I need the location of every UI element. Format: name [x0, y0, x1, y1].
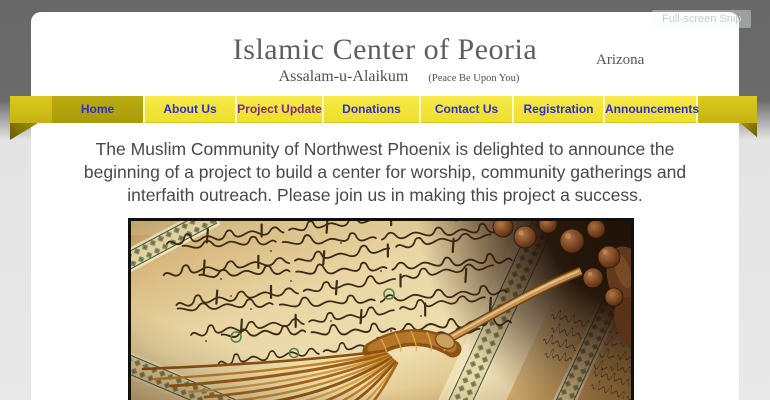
nav-tab-contact-us[interactable]: Contact Us — [419, 96, 512, 123]
snip-toolbar-label: Full-screen Snip — [652, 10, 751, 28]
nav-tab-announcements[interactable]: Announcements — [603, 96, 698, 123]
nav-tab-project-update[interactable]: Project Update — [235, 96, 322, 123]
nav-tab-donations[interactable]: Donations — [322, 96, 419, 123]
nav-tab-registration[interactable]: Registration — [512, 96, 603, 123]
ribbon-fold-right — [740, 123, 757, 137]
page-title: Islamic Center of Peoria — [232, 33, 538, 66]
ribbon-cap-right — [698, 96, 757, 123]
announcement-text: The Muslim Community of Northwest Phoenix is delighted to announce the beginning of a project to build a center for worship, community gatherings and interfaith outreach. Please join us in making this project a success. — [83, 139, 687, 205]
quran-photo — [128, 218, 634, 400]
header-subtitle — [14, 68, 770, 86]
nav-tab-home[interactable]: Home — [52, 96, 143, 123]
nav-tab-about-us[interactable]: About Us — [143, 96, 235, 123]
greeting-translation: (Peace Be Upon You) — [428, 73, 520, 84]
state-label: Arizona — [596, 52, 645, 68]
greeting-text: Assalam-u-Alaikum — [278, 68, 409, 85]
nav-ribbon — [10, 96, 757, 123]
ribbon-cap-left — [10, 96, 52, 123]
